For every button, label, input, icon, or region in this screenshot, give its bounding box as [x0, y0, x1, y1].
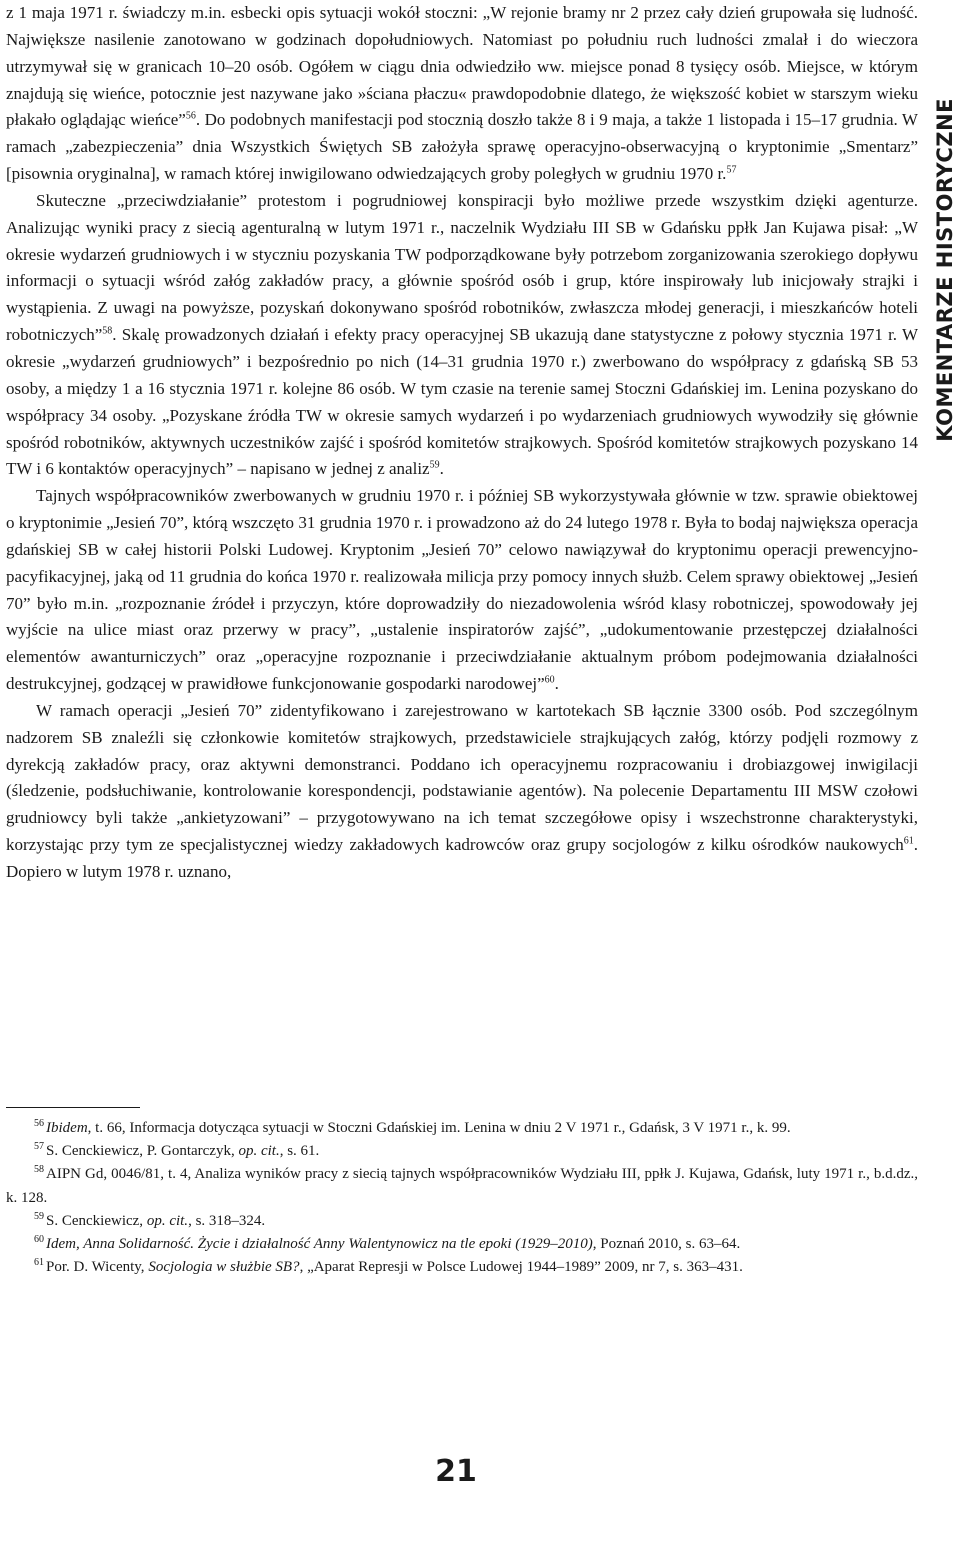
footnote [6, 1256, 918, 1279]
page-number: 21 [435, 1454, 477, 1489]
paragraph-text: . [439, 459, 444, 479]
footnote-number: 61 [34, 1257, 44, 1269]
footnote-text: S. Cenckiewicz, P. Gontarczyk, [46, 1143, 239, 1160]
paragraph-text: z 1 maja 1971 r. świadczy m.in. esbecki opis sytuacji wokół stoczni: „W rejonie bramy nr 2 przez cały dzień grupowała się ludność. Największe nasilenie zanotowano w godzinach dopołudniowych. Natomiast po południu ruch ludności zmalał i do wieczora utrzymywał się w granicach 10–20 osób. Ogółem w ciągu dnia odwiedziło ww. miejsce ponad 8 tysięcy osób. Miejsce, w którym znajdują się wieńce, potocznie jest nazywane jako »ściana płaczu« prawdopodobnie dlatego, że większość kobiet w starszym wieku płakało oglądając wieńce” [6, 3, 918, 130]
footnote [6, 1140, 918, 1163]
footnote-ref[interactable]: 61 [903, 835, 914, 847]
footnote-ref[interactable]: 56 [185, 110, 196, 122]
footnote-text: , „Aparat Represji w Polsce Ludowej 1944–1989” 2009, nr 7, s. 363–431. [299, 1259, 743, 1276]
paragraph-text: . Skalę prowadzonych działań i efekty pracy operacyjnej SB ukazują dane statystyczne z połowy stycznia 1971 r. W okresie „wydarzeń grudniowych” i bezpośrednio po nich (14–31 grudnia 1970 r.) zwerbowano do współpracy z gdańską SB 53 osoby, a między 1 a 16 stycznia 1971 r. kolejne 86 osób. W tym czasie na terenie samej Stoczni Gdańskiej im. Lenina pozyskano do współpracy 34 osoby. „Pozyskane źródła TW w okresie samych wydarzeń i po wydarzeniach grudniowych wywodziły się głównie spośród robotników, aktywnych uczestników zajść i spośród komitetów strajkowych. Spośród komitetów strajkowych pozyskano 14 TW i 6 kontaktów operacyjnych” – napisano w jednej z analiz [6, 325, 918, 479]
footnote-ref[interactable]: 60 [544, 674, 555, 686]
section-title-text: KOMENTARZE HISTORYCZNE [933, 98, 957, 442]
footnotes [6, 1117, 918, 1279]
footnote-ref[interactable]: 57 [726, 164, 737, 176]
footnote-text: , t. 66, Informacja dotycząca sytuacji w Stoczni Gdańskiej im. Lenina w dniu 2 V 1971 r., Gdańsk, 3 V 1971 r., k. 99. [87, 1120, 791, 1136]
footnote-text: , s. 318–324. [188, 1212, 266, 1229]
footnote-number: 59 [34, 1210, 44, 1222]
footnote-ref[interactable]: 59 [429, 459, 440, 471]
footnote-text: , Poznań 2010, s. 63–64. [592, 1236, 741, 1253]
footnote-ref[interactable]: 58 [102, 325, 113, 337]
footnote-italic: Ibidem [46, 1120, 88, 1136]
paragraph-text: W ramach operacji „Jesień 70” zidentyfikowano i zarejestrowano w kartotekach SB łącznie 3300 osób. Pod szczególnym nadzorem SB znaleźli się członkowie komitetów strajkowych, przedstawiciele strajkujących załóg, którzy podjęli rozmowy z dyrekcją zakładów pracy, oraz aktywni demonstranci. Poddano ich operacyjnemu rozpracowaniu i drobiazgowej inwigilacji (śledzenie, podsłuchiwanie, kontrolowanie korespondencji, podstawianie agentów). Na polecenie Departamentu III MSW czołowi grudniowcy byli także „ankietyzowani” – przygotowywano na ich temat szczegółowe opisy i wszechstronne charakterystyki, korzystając przy tym ze specjalistycznej wiedzy zakładowych kadrowców oraz grupy socjologów z kilku ośrodków naukowych [6, 700, 918, 855]
paragraph [6, 698, 918, 886]
footnote-italic: op. cit. [238, 1143, 280, 1160]
paragraph-text: Tajnych współpracowników zwerbowanych w grudniu 1970 r. i później SB wykorzystywała głównie w tzw. sprawie obiektowej o kryptonimie „Jesień 70”, którą wszczęto 31 grudnia 1970 r. i prowadzono aż do 24 lutego 1978 r. Była to bodaj największa operacja gdańskiej SB w całej historii Polski Ludowej. Kryptonim „Jesień 70” celowo nawiązywał do kryptonimu operacji prewencyjno-pacyfikacyjnej, jaką od 11 grudnia do końca 1970 r. realizowała milicja przy pomocy innych służb. Celem sprawy obiektowej „Jesień 70” było m.in. „rozpoznanie źródeł i przyczyn, które doprowadziły do niezadowolenia wśród klasy robotniczej, spowodowały jej wyjście na ulice miast oraz przerwy w pracy”, „ustalenie inspiratorów zajść”, „udokumentowanie przestępczej działalności elementów awanturniczych” oraz „operacyjne rozpoznanie i przeciwdziałanie aktualnym próbom podejmowania działalności destrukcyjnej, godzącej w prawidłowe funkcjonowanie gospodarki narodowej” [6, 486, 918, 694]
paragraph-text: Skuteczne „przeciwdziałanie” protestom i pogrudniowej konspiracji było możliwe przede wszystkim dzięki agenturze. Analizując wyniki pracy z siecią agenturalną w lutym 1971 r., naczelnik Wydziału III SB w Gdańsku ppłk Jan Kujawa pisał: „W okresie wydarzeń grudniowych i w styczniu pozyskania TW podporządkowane były potrzebom zorganizowania szerokiego dopływu informacji o sytuacji wśród załóg zakładów pracy, a głównie spośród osób i grup, które inspirowały lub inicjowały strajki i wystąpienia. Z uwagi na powyższe, pozyskań dokonywano spośród robotników, zwłaszcza młodej generacji, i mieszkańców hoteli robotniczych” [6, 190, 918, 345]
footnote [6, 1163, 918, 1209]
footnote-italic: op. cit. [146, 1212, 189, 1229]
footnote-italic: Idem, Anna Solidarność. Życie i działalność Anny Walentynowicz na tle epoki (1929–2010) [46, 1236, 593, 1253]
footnote-number: 60 [34, 1234, 44, 1246]
footnote-number: 57 [34, 1141, 44, 1153]
paragraph [6, 0, 918, 188]
paragraph-text: . [554, 674, 559, 694]
paragraph [6, 188, 918, 483]
footnote-text: , s. 61. [279, 1143, 320, 1160]
body-text [6, 0, 918, 886]
footnote [6, 1210, 918, 1233]
footnote [6, 1117, 918, 1140]
footnote-number: 58 [34, 1164, 44, 1176]
paragraph [6, 483, 918, 698]
footnote-number: 56 [34, 1118, 44, 1129]
footnote-text: AIPN Gd, 0046/81, t. 4, Analiza wyników pracy z siecią tajnych współpracowników Wydziału III, ppłk J. Kujawa, Gdańsk, luty 1971 r., b.d.dz., k. 128. [6, 1166, 918, 1206]
footnote [6, 1233, 918, 1256]
footnote-separator [6, 1107, 140, 1108]
paragraph-text: . Dopiero w lutym 1978 r. uznano, [6, 835, 918, 881]
paragraph-text: . Do podobnych manifestacji pod stocznią doszło także 8 i 9 maja, a także 1 listopada i 15–17 grudnia. W ramach „zabezpieczenia” dnia Wszystkich Świętych SB założyła sprawę operacyjno-obserwacyjną o kryptonimie „Smentarz” [pisownia oryginalna], w ramach której inwigilowano odwiedzających groby poległych w grudniu 1970 r. [6, 110, 918, 184]
footnote-italic: Socjologia w służbie SB? [148, 1259, 300, 1276]
footnote-text: Por. D. Wicenty, [46, 1259, 149, 1276]
section-title-vertical [930, 0, 960, 540]
footnote-text: S. Cenckiewicz, [46, 1212, 147, 1229]
